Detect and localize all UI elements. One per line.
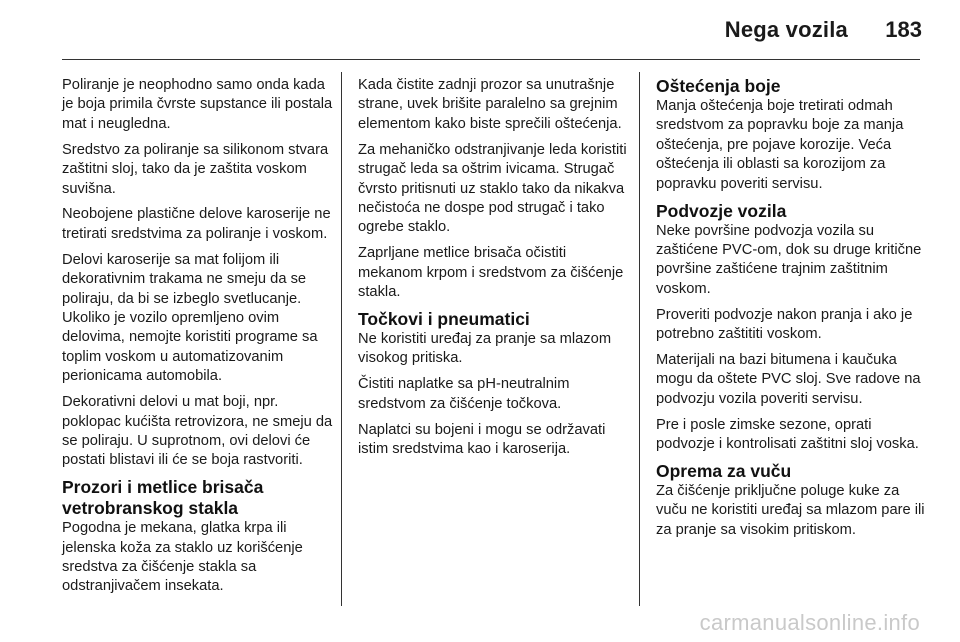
paragraph-matte-parts: Dekorativni delovi u mat boji, npr. poklopac kućišta retrovizora, ne smeju da se poliraju. U suprotnom, ovi delovi će postati blistavi ili će se boja rastvoriti.	[62, 394, 333, 469]
paragraph-winter: Pre i posle zimske sezone, oprati podvozje i kontrolisati zaštitni sloj voska.	[656, 416, 919, 453]
column-1	[62, 76, 334, 603]
column-divider	[341, 72, 342, 606]
page-number: 183	[885, 17, 922, 42]
paragraph-painted-rims: Naplatci su bojeni i mogu se održavati istim sredstvima kao i karoserija.	[358, 421, 606, 457]
column-divider	[639, 72, 640, 606]
paragraph-pressure-washer: Ne koristiti uređaj za pranje sa mlazom visokog pritiska.	[358, 330, 612, 367]
heading-underbody: Podvozje vozila	[656, 200, 787, 221]
paragraph-cloth: Pogodna je mekana, glatka krpa ili jelenska koža za staklo uz korišćenje sredstva za čišćenje stakla sa odstranjivačem insekata.	[62, 520, 303, 595]
paragraph-unpainted-plastic: Neobojene plastične delove karoserije ne tretirati sredstvima za poliranje i voskom.	[62, 206, 331, 242]
column-2	[358, 76, 630, 466]
paragraph-check-underbody: Proveriti podvozje nakon pranja i ako je potrebno zaštititi voskom.	[656, 306, 913, 343]
page-header	[0, 0, 960, 62]
paragraph-rear-window: Kada čistite zadnji prozor sa unutrašnje strane, uvek brišite paralelno sa grejnim elementom kako biste sprečili oštećenja.	[358, 77, 622, 132]
paragraph-tow-bar: Za čišćenje priključne poluge kuke za vuču ne koristiti uređaj sa mlazom pare ili za pranje sa visokim pritiskom.	[656, 483, 925, 538]
paragraph-matte-foil: Delovi karoserije sa mat folijom ili dekorativnim trakama ne smeju da se poliraju, da bi se izbeglo svetlucanje. Ukoliko je vozilo opremljeno ovim delovima, nemojte koristiti programe sa toplim voskom u automatizovanim perionicama automobila.	[62, 251, 318, 385]
section-title: Nega vozila	[724, 17, 848, 42]
paragraph-ice-scraper: Za mehaničko odstranjivanje leda koristiti strugač leda sa oštrim ivicama. Strugač čvrsto pritisnuti uz staklo tako da nikakva nečistoća ne dospe pod strugač i tako ogrebe staklo.	[358, 141, 627, 236]
header-rule	[62, 59, 920, 60]
paragraph-paint-damage: Manja oštećenja boje tretirati odmah sredstvom za popravku boje za manja oštećenja, pre pojave korozije. Veća oštećenja ili oblasti sa korozijom za popravku poveriti servisu.	[656, 98, 904, 192]
paragraph-pvc-wax: Neke površine podvozja vozila su zaštićene PVC-om, dok su druge kritične površine zaštićene trajnim zaštitnim voskom.	[656, 222, 922, 297]
heading-towing-equipment: Oprema za vuču	[656, 461, 792, 481]
paragraph-wiper-blades: Zaprljane metlice brisača očistiti mekanom krpom i sredstvom za čišćenje stakla.	[358, 245, 624, 301]
watermark: carmanualsonline.info	[699, 610, 920, 635]
heading-windows-wipers: Prozori i metlice brisača vetrobranskog stakla	[62, 477, 264, 519]
column-3	[656, 76, 928, 547]
paragraph-bitumen: Materijali na bazi bitumena i kaučuka mogu da oštete PVC sloj. Sve radove na podvozju vozila poveriti servisu.	[656, 351, 921, 407]
paragraph-polishing: Poliranje je neophodno samo onda kada je boja primila čvrste supstance ili postala mat i neugledna.	[62, 77, 333, 132]
paragraph-rims-cleaning: Čistiti naplatke sa pH-neutralnim sredstvom za čišćenje točkova.	[358, 376, 570, 412]
heading-wheels-tyres: Točkovi i pneumatici	[358, 308, 530, 329]
paragraph-silicone: Sredstvo za poliranje sa silikonom stvara zaštitni sloj, tako da je zaštita voskom suvišna.	[62, 141, 329, 197]
heading-paint-damage: Oštećenja boje	[656, 76, 781, 96]
